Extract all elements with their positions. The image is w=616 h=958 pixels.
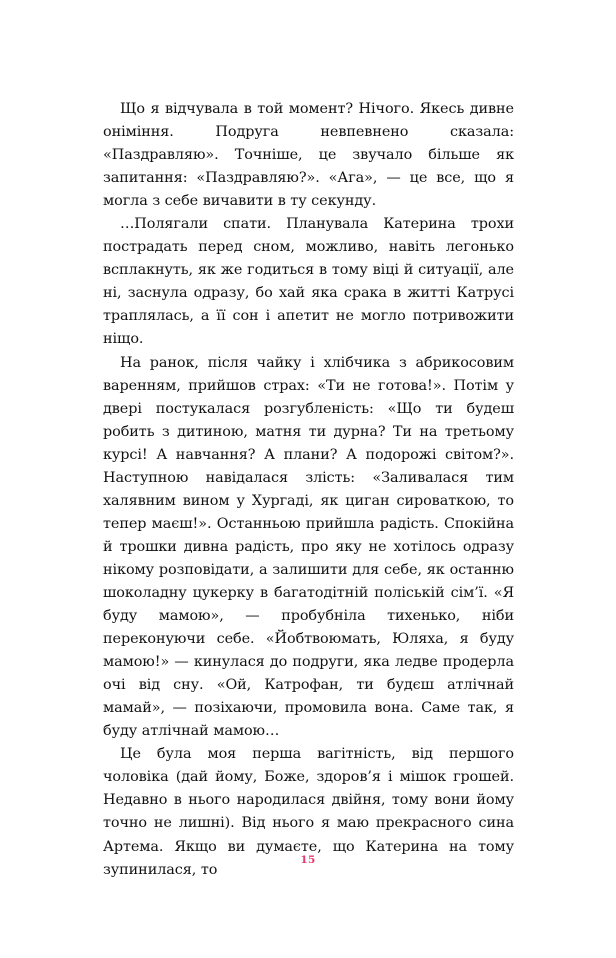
paragraph: …Полягали спати. Планувала Катерина трохи пострадать перед сном, можливо, навіть легонько всплакнуть, як же годиться в тому віці й ситуації, але ні, заснула одразу, бо хай яка срака в житті Катрусі траплялась, а її сон і апетит не могло потривожити ніщо.: [103, 216, 514, 348]
paragraph: На ранок, після чайку і хлібчика з абрикосовим варенням, прийшов страх: «Ти не готова!». Потім у двері постукалася розгубленість: «Що ти будеш робить з дитиною, матня ти дурна? Ти на третьому курсі! А навчання? А плани? А подорожі світом?». Наступною навідалася злість: «Заливалася тим халявним вином у Хургаді, як циган сироваткою, то тепер маєш!». Останньою прийшла радість. Спокійна й трошки дивна радість, про яку не хотілось одразу нікому розповідати, а залишити для себе, як останню шоколадну цукерку в багатодітній поліській сім’ї. «Я буду мамою», — пробубніла тихенько, ніби переконуючи себе. «Йобтвоюмать, Юляха, я буду мамою!» — кинулася до подруги, яка ледве продерла очі від сну. «Ой, Катрофан, ти будєш атлічнай мамай», — позіхаючи, промовила вона. Саме так, я буду атлічнай мамою…: [103, 354, 514, 740]
paragraph: Що я відчувала в той момент? Нічого. Якесь дивне оніміння. Подруга невпевнено сказала: «Паздравляю». Точніше, це звучало більше як запитання: «Паздравляю?». «Ага», — це все, що я могла з себе вичавити в ту секунду.: [103, 101, 514, 210]
body-text-column: [103, 98, 514, 882]
page-number: 15: [300, 854, 316, 866]
paragraph: Це була моя перша вагітність, від першого чоловіка (дай йому, Боже, здоров’я і мішок грошей. Недавно в нього народилася двійня, тому вони йому точно не лишні). Від нього я маю прекрасного сина Артема. Якщо ви думаєте, що Катерина на тому зупинилася, то: [103, 746, 514, 878]
